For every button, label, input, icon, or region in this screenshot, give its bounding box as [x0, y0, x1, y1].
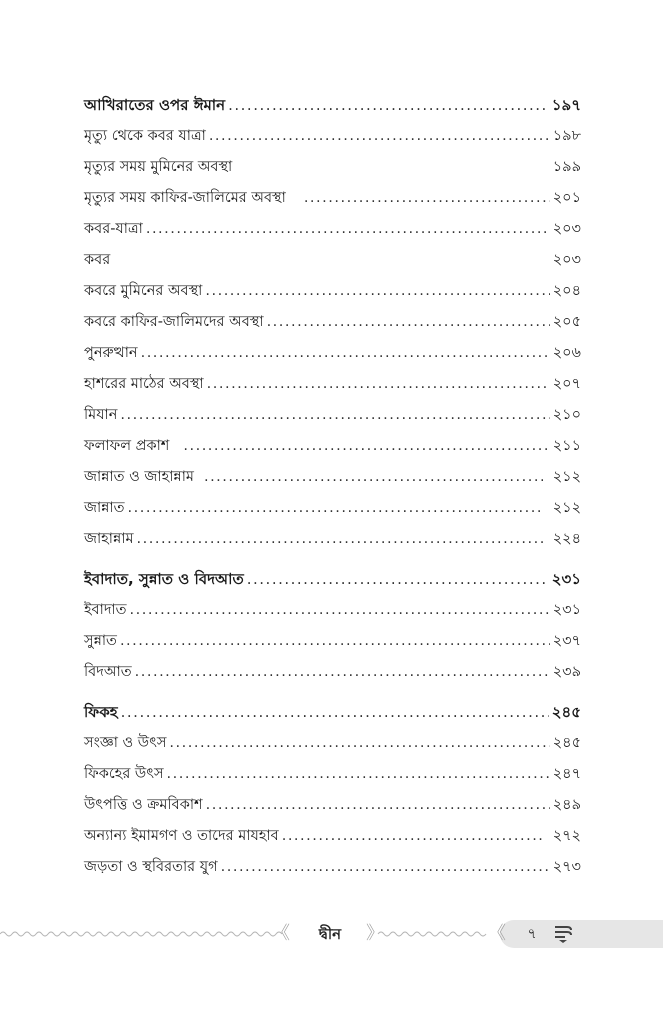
toc-entry[interactable] — [84, 369, 581, 400]
toc-entry[interactable] — [84, 790, 581, 821]
toc-entry-title: মৃত্যু থেকে কবর যাত্রা — [84, 128, 206, 144]
right-chevrons-icon: 》 — [366, 923, 384, 944]
toc-entry-page: ২০৩ — [552, 252, 581, 268]
dot-leader — [130, 595, 550, 626]
toc-entry[interactable] — [84, 152, 581, 183]
toc-entry-title: ইবাদাত — [84, 602, 127, 618]
tab-chevrons-icon: 《 — [488, 923, 506, 944]
dot-leader — [135, 657, 550, 688]
toc-entry-title: উৎপত্তি ও ক্রমবিকাশ — [84, 797, 203, 813]
toc-heading-page: ২৪৫ — [551, 703, 581, 721]
dot-leader — [206, 790, 550, 821]
section-gap — [84, 555, 581, 564]
toc-entry[interactable] — [84, 821, 581, 852]
toc-entry-title: ফিকহের উৎস — [84, 766, 164, 782]
left-chevrons-icon: 《 — [272, 923, 290, 944]
toc-heading[interactable] — [84, 90, 581, 121]
toc-entry-page: ২৪৯ — [552, 797, 581, 813]
toc-entry-page: ২০৬ — [552, 345, 581, 361]
toc-entry-title: জান্নাত — [84, 500, 125, 516]
toc-entry[interactable] — [84, 852, 581, 883]
toc-entry-title: কবরে মুমিনের অবস্থা — [84, 283, 203, 299]
toc-entry-page: ২১১ — [552, 438, 581, 454]
toc-entry[interactable] — [84, 245, 581, 276]
toc-entry-page: ২২৪ — [552, 531, 581, 547]
toc-entry[interactable] — [84, 276, 581, 307]
toc-entry[interactable] — [84, 728, 581, 759]
toc-entry-page: ২০৫ — [552, 314, 581, 330]
toc-entry-title: জড়তা ও স্থবিরতার যুগ — [84, 859, 218, 875]
toc-entry-page: ২১২ — [552, 469, 581, 485]
toc-entry-page: ২১২ — [552, 500, 581, 516]
dot-leader — [207, 369, 550, 400]
toc-entry[interactable] — [84, 626, 581, 657]
toc-entry-title: কবর-যাত্রা — [84, 221, 143, 237]
toc-entry-page: ২০১ — [552, 190, 581, 206]
dot-leader — [146, 214, 550, 245]
toc-entry-page: ২০৭ — [552, 376, 581, 392]
dot-leader — [121, 697, 549, 728]
toc-heading[interactable] — [84, 697, 581, 728]
toc-entry-title: বিদআত — [84, 664, 132, 680]
book-title: দ্বীন — [318, 925, 342, 943]
toc-entry[interactable] — [84, 214, 581, 245]
dot-leader — [304, 183, 550, 214]
toc-heading-title: ইবাদাত, সুন্নাত ও বিদআত — [84, 570, 244, 588]
toc-entry[interactable] — [84, 493, 581, 524]
toc-entry[interactable] — [84, 400, 581, 431]
dot-leader — [183, 431, 549, 462]
toc-entry-title: মৃত্যুর সময় কাফির-জালিমের অবস্থা — [84, 190, 286, 206]
dot-leader — [209, 121, 550, 152]
dot-leader — [120, 626, 550, 657]
toc-entry-page: ২০৪ — [552, 283, 581, 299]
dot-leader — [137, 524, 543, 555]
toc-entry-page: ২৪৭ — [552, 766, 581, 782]
toc-entry-page: ২১০ — [552, 407, 581, 423]
toc-entry[interactable] — [84, 759, 581, 790]
toc-entry-title: কবরে কাফির-জালিমদের অবস্থা — [84, 314, 264, 330]
dot-leader — [221, 852, 550, 883]
toc-entry-page: ১৯৯ — [552, 159, 581, 175]
toc-entry-page: ২৪৫ — [552, 735, 581, 751]
table-of-contents — [84, 90, 581, 883]
toc-heading-page: ২৩১ — [551, 570, 581, 588]
toc-entry-page: ২৩৭ — [552, 633, 581, 649]
toc-entry-title: মিযান — [84, 407, 118, 423]
toc-heading[interactable] — [84, 564, 581, 595]
toc-entry-title: পুনরুত্থান — [84, 345, 138, 361]
toc-entry[interactable] — [84, 431, 581, 462]
toc-entry-title: কবর — [84, 252, 111, 268]
toc-entry-page: ২৭২ — [552, 828, 581, 844]
toc-entry[interactable] — [84, 657, 581, 688]
dot-leader — [128, 493, 543, 524]
toc-entry-title: জাহান্নাম — [84, 531, 134, 547]
dot-leader — [282, 821, 543, 852]
toc-entry[interactable] — [84, 595, 581, 626]
toc-entry-title: জান্নাত ও জাহান্নাম — [84, 469, 194, 485]
toc-entry[interactable] — [84, 307, 581, 338]
section-gap — [84, 688, 581, 697]
dot-leader — [169, 728, 549, 759]
dot-leader — [228, 90, 549, 121]
page-number: ৭ — [527, 926, 537, 942]
toc-heading-title: ফিকহ — [84, 703, 118, 721]
toc-entry-page: ২৩৯ — [552, 664, 581, 680]
toc-heading-title: আখিরাতের ওপর ঈমান — [84, 96, 226, 114]
dot-leader — [267, 307, 550, 338]
toc-entry[interactable] — [84, 183, 581, 214]
dot-leader — [205, 276, 549, 307]
toc-entry-page: ১৯৮ — [552, 128, 581, 144]
toc-entry-title: অন্যান্য ইমামগণ ও তাদের মাযহাব — [84, 828, 279, 844]
dot-leader — [120, 400, 549, 431]
page-footer — [0, 918, 663, 950]
dot-leader — [141, 338, 550, 369]
toc-entry-title: ফলাফল প্রকাশ — [84, 438, 170, 454]
toc-entry[interactable] — [84, 338, 581, 369]
toc-entry[interactable] — [84, 524, 581, 555]
toc-entry[interactable] — [84, 121, 581, 152]
toc-entry-title: হাশরের মাঠের অবস্থা — [84, 376, 204, 392]
toc-entry-title: মৃত্যুর সময় মুমিনের অবস্থা — [84, 159, 233, 175]
toc-entry-page: ২৩১ — [552, 602, 581, 618]
dot-leader — [167, 759, 550, 790]
toc-entry-page: ২৭৩ — [552, 859, 581, 875]
toc-entry-title: সুন্নাত — [84, 633, 117, 649]
book-pages-icon — [553, 924, 573, 944]
toc-heading-page: ১৯৭ — [551, 96, 581, 114]
toc-entry[interactable] — [84, 462, 581, 493]
toc-entry-page: ২০৩ — [552, 221, 581, 237]
dot-leader — [247, 564, 549, 595]
dot-leader — [204, 462, 543, 493]
toc-entry-title: সংজ্ঞা ও উৎস — [84, 735, 167, 751]
